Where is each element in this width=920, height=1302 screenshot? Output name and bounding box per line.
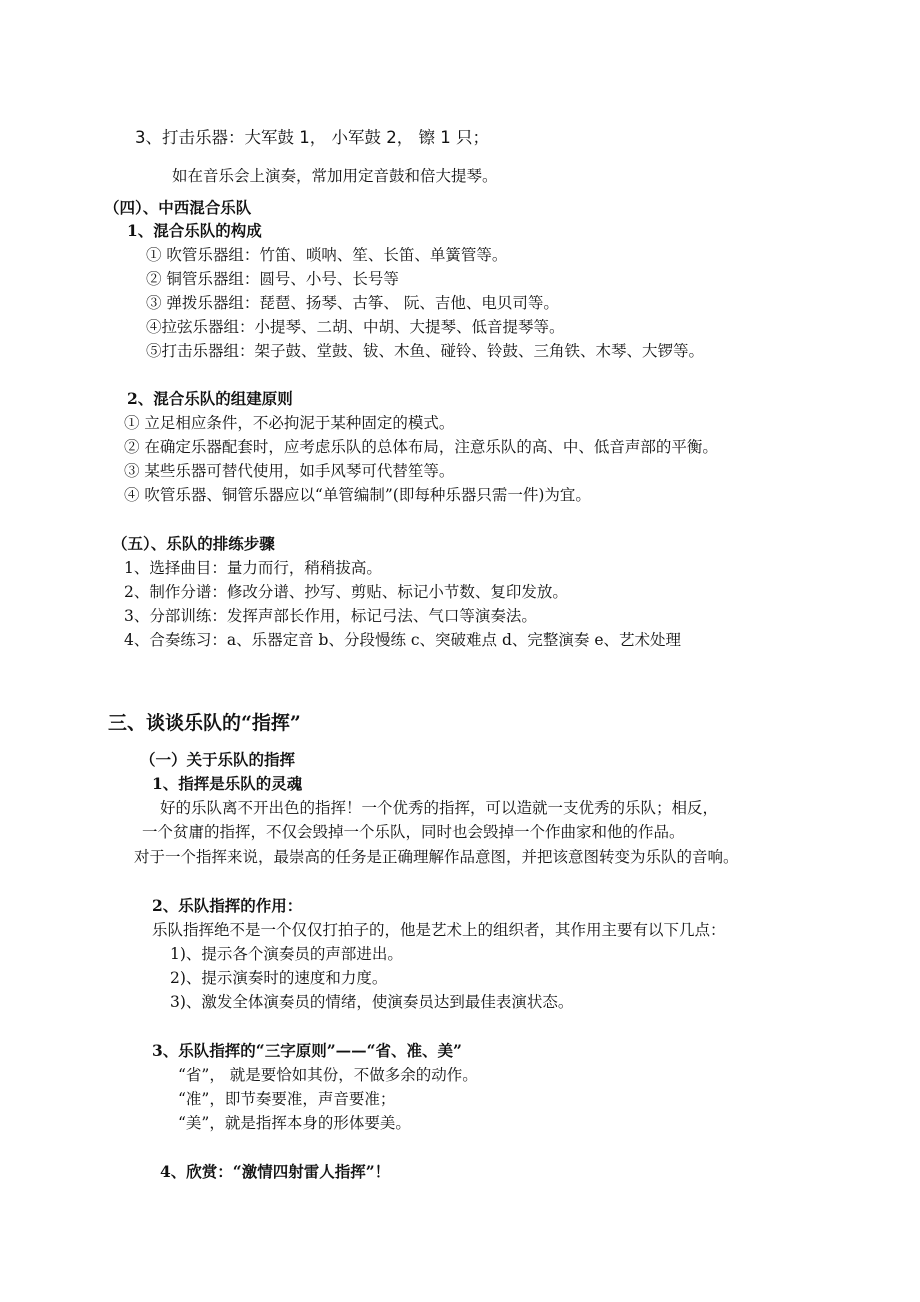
list-item: “美”，就是指挥本身的形体要美。 xyxy=(178,1114,411,1132)
chapter-heading: 三、谈谈乐队的“指挥” xyxy=(108,712,301,734)
paragraph-line: 对于一个指挥来说，最崇高的任务是正确理解作品意图，并把该意图转变为乐队的音响。 xyxy=(134,848,739,866)
list-item: “准”，即节奏要准，声音要准； xyxy=(178,1090,396,1108)
list-item: ③ 弹拨乐器组：琵琶、扬琴、古筝、 阮、吉他、电贝司等。 xyxy=(146,294,559,312)
section-heading-5: （五）、乐队的排练步骤 xyxy=(112,534,275,553)
list-item: 2)、提示演奏时的速度和力度。 xyxy=(170,969,388,987)
subheading-soul: 1、指挥是乐队的灵魂 xyxy=(152,774,303,793)
percussion-line: 3、打击乐器：大军鼓 1， 小军鼓 2， 镲 1 只； xyxy=(135,128,489,147)
subheading-composition: 1、混合乐队的构成 xyxy=(127,221,262,240)
list-item: ⑤打击乐器组：架子鼓、堂鼓、钹、木鱼、碰铃、铃鼓、三角铁、木琴、大锣等。 xyxy=(146,342,705,360)
paragraph-line: 一个贫庸的指挥，不仅会毁掉一个乐队，同时也会毁掉一个作曲家和他的作品。 xyxy=(142,823,685,841)
list-item: 3、分部训练：发挥声部长作用，标记弓法、气口等演奏法。 xyxy=(124,607,537,625)
list-item: “省”， 就是要恰如其份，不做多余的动作。 xyxy=(178,1066,478,1084)
concert-note: 如在音乐会上演奏，常加用定音鼓和倍大提琴。 xyxy=(172,167,498,185)
list-item: ④拉弦乐器组：小提琴、二胡、中胡、大提琴、低音提琴等。 xyxy=(146,318,565,336)
section-heading-1: （一）关于乐队的指挥 xyxy=(140,750,296,769)
list-item: ③ 某些乐器可替代使用，如手风琴可代替笙等。 xyxy=(124,462,455,480)
subheading-appreciation: 4、欣赏：“激情四射雷人指挥”！ xyxy=(160,1162,391,1181)
list-item: ④ 吹管乐器、铜管乐器应以“单管编制”(即每种乐器只需一件)为宜。 xyxy=(124,486,591,504)
list-item: ① 吹管乐器组：竹笛、唢呐、笙、长笛、单簧管等。 xyxy=(146,246,508,264)
list-item: 1、选择曲目：量力而行，稍稍拔高。 xyxy=(124,559,382,577)
subheading-principles: 2、混合乐队的组建原则 xyxy=(127,389,293,408)
list-item: ② 在确定乐器配套时，应考虑乐队的总体布局，注意乐队的高、中、低音声部的平衡。 xyxy=(124,438,718,456)
paragraph-line: 乐队指挥绝不是一个仅仅打拍子的，他是艺术上的组织者，其作用主要有以下几点： xyxy=(152,921,726,939)
list-item: ② 铜管乐器组：圆号、小号、长号等 xyxy=(146,270,399,288)
list-item: 4、合奏练习：a、乐器定音 b、分段慢练 c、突破难点 d、完整演奏 e、艺术处理 xyxy=(124,631,682,649)
section-heading-4: （四）、中西混合乐队 xyxy=(104,198,252,217)
list-item: 1)、提示各个演奏员的声部进出。 xyxy=(170,945,403,963)
list-item: 3)、激发全体演奏员的情绪，使演奏员达到最佳表演状态。 xyxy=(170,993,574,1011)
subheading-role: 2、乐队指挥的作用： xyxy=(152,896,303,915)
subheading-three-principles: 3、乐队指挥的“三字原则”——“省、准、美” xyxy=(152,1041,462,1060)
list-item: ① 立足相应条件，不必拘泥于某种固定的模式。 xyxy=(124,414,455,432)
paragraph-line: 好的乐队离不开出色的指挥！一个优秀的指挥，可以造就一支优秀的乐队；相反， xyxy=(160,799,719,817)
list-item: 2、制作分谱：修改分谱、抄写、剪贴、标记小节数、复印发放。 xyxy=(124,583,568,601)
